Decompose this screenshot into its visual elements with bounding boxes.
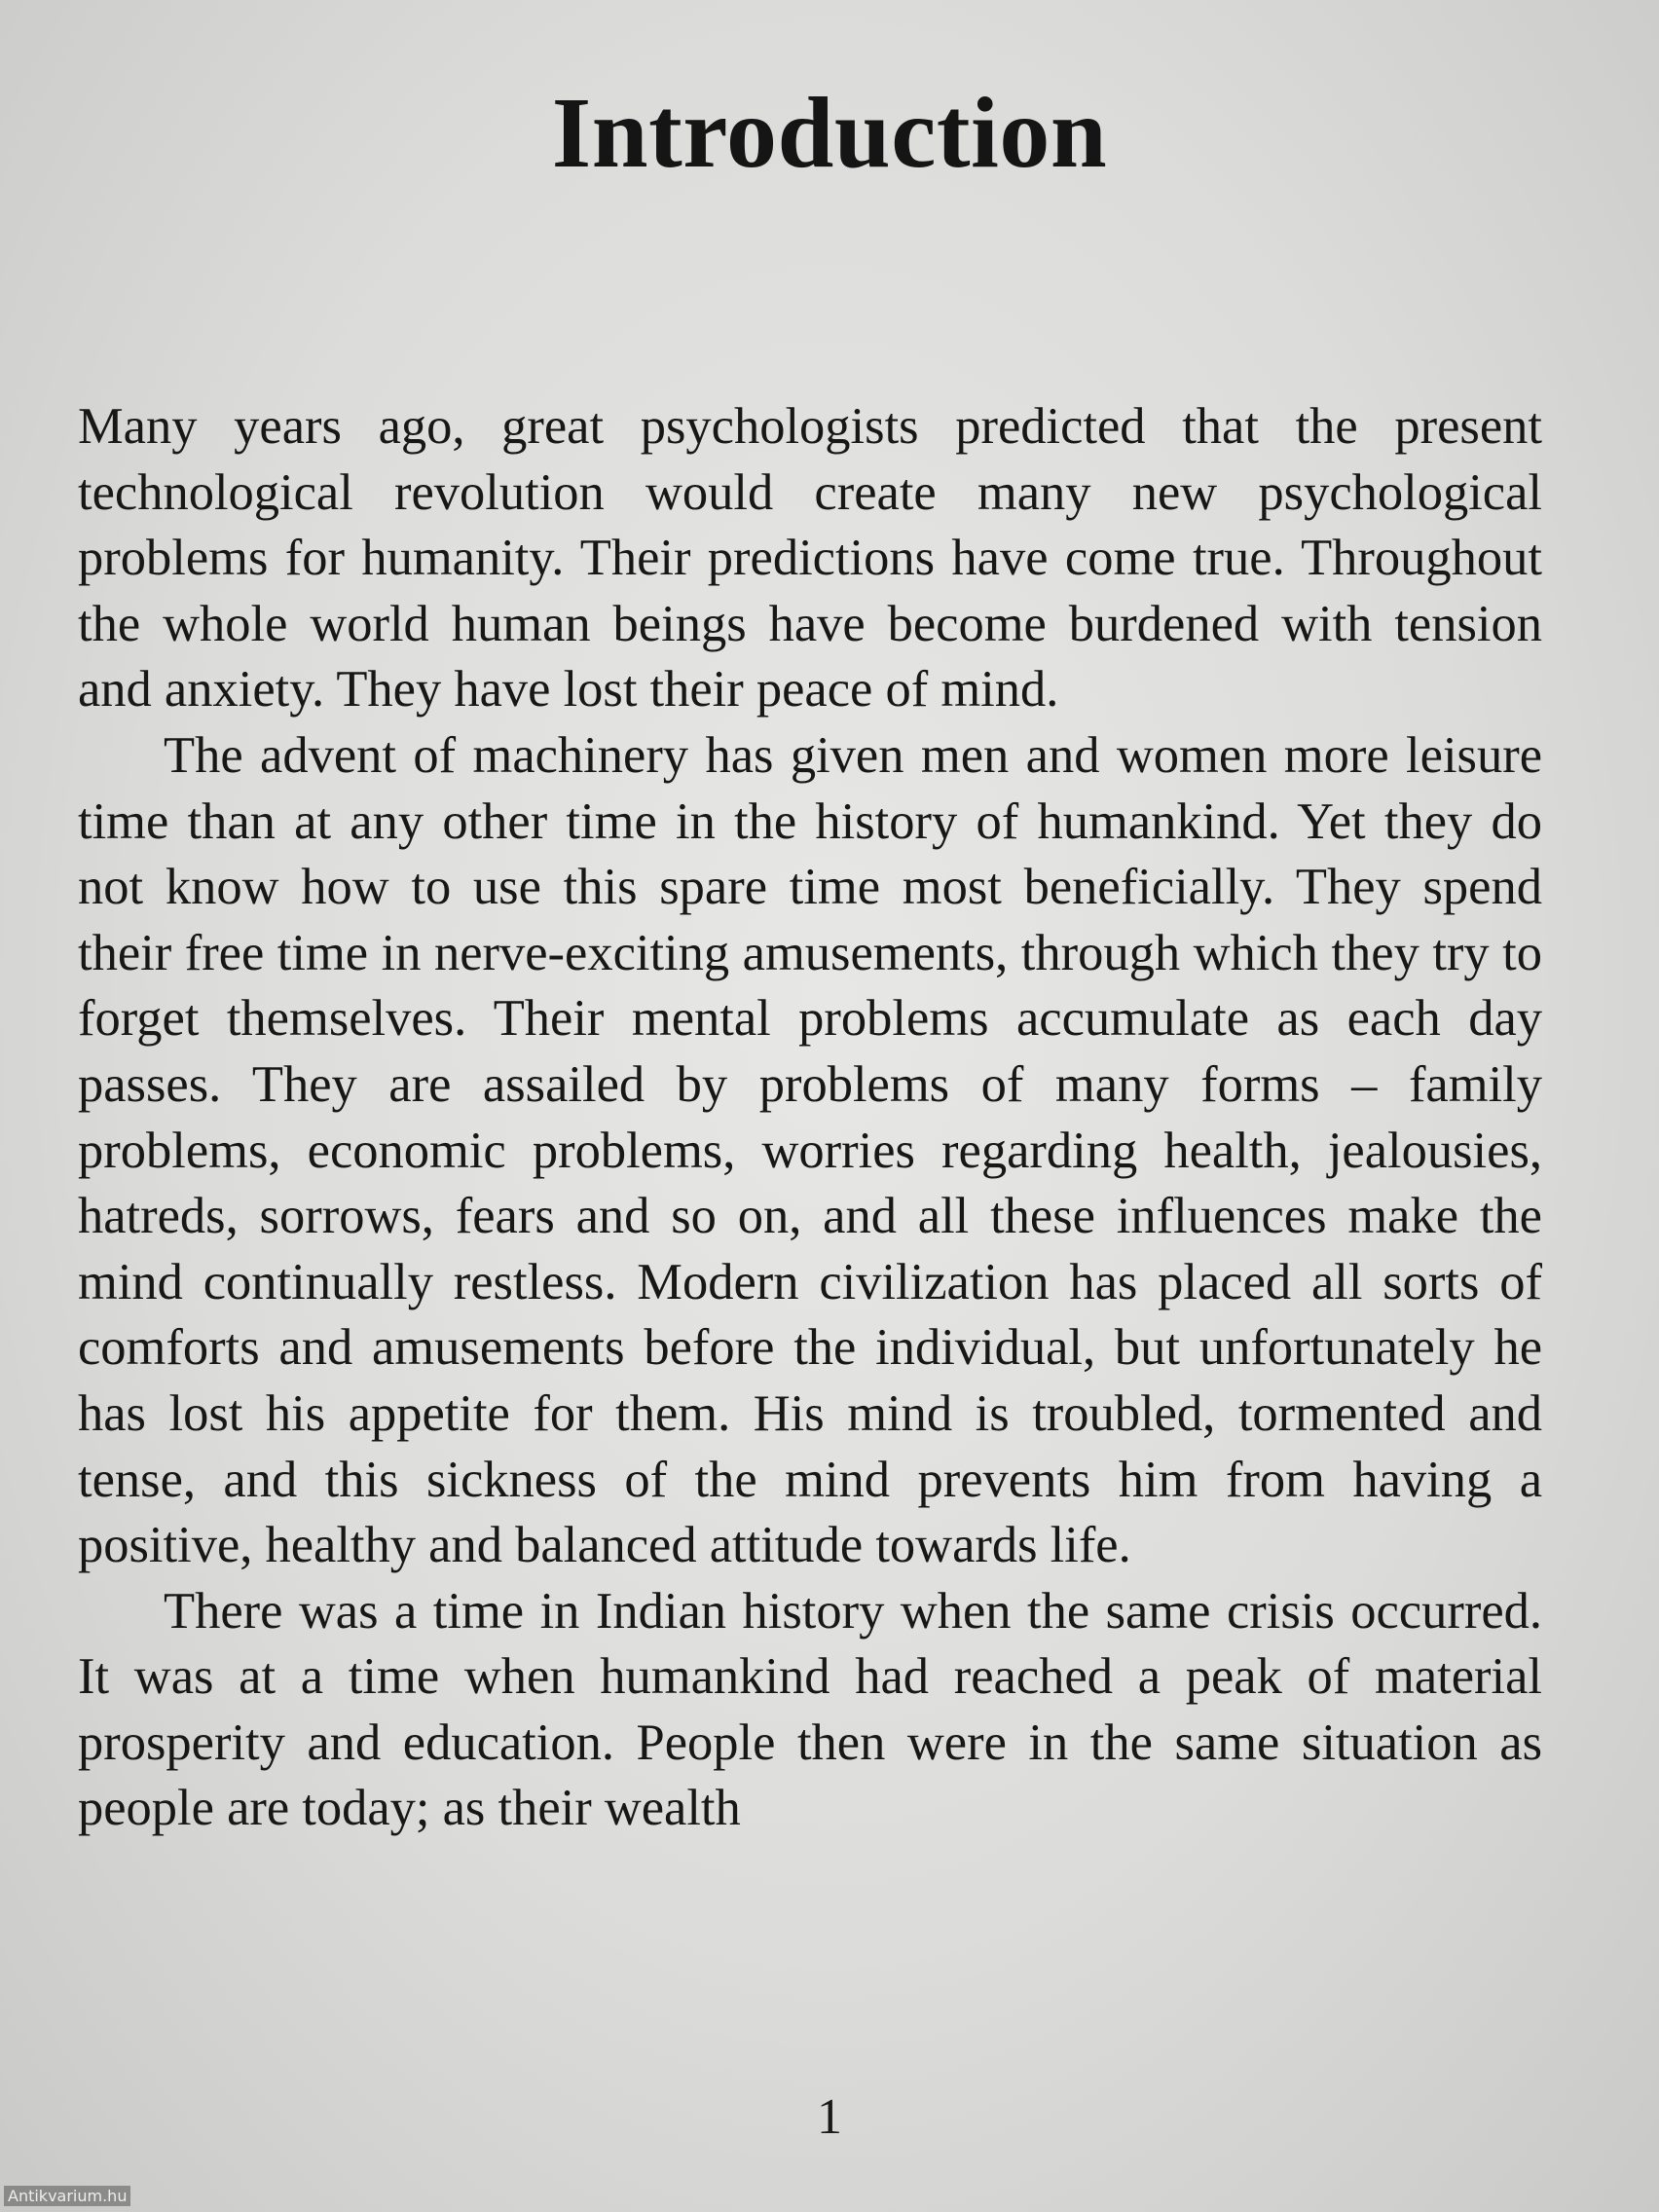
body-text: [78, 394, 1542, 1842]
paragraph-3: There was a time in Indian history when the same crisis occurred. It was at a time when humankind had reached a peak of material prosperity and education. People then were in the same situation as people are today; as their wealth: [78, 1582, 1542, 1837]
paragraph-2: The advent of machinery has given men and women more leisure time than at any other time in the history of humankind. Yet they do not know how to use this spare time most beneficially. They spend their free time in nerve-exciting amusements, through which they try to forget themselves. Their mental problems accumulate as each day passes. They are assailed by problems of many forms – family problems, economic problems, worries regarding health, jealousies, hatreds, sorrows, fears and so on, and all these influences make the mind continually restless. Modern civilization has placed all sorts of comforts and amusements before the individual, but unfortunately he has lost his appetite for them. His mind is troubled, tormented and tense, and this sickness of the mind prevents him from having a positive, healthy and balanced attitude towards life.: [78, 726, 1542, 1574]
watermark: Antikvarium.hu: [4, 2186, 130, 2206]
show-through-text: [78, 0, 1558, 65]
paragraph-1: Many years ago, great psychologists predicted that the present technological revolution would create many new psychological problems for humanity. Their predictions have come true. Throughout the whole world human beings have become burdened with tension and anxiety. They have lost their peace of mind.: [78, 398, 1542, 719]
page-number: 1: [817, 2089, 842, 2145]
page-title: Introduction: [551, 77, 1108, 189]
